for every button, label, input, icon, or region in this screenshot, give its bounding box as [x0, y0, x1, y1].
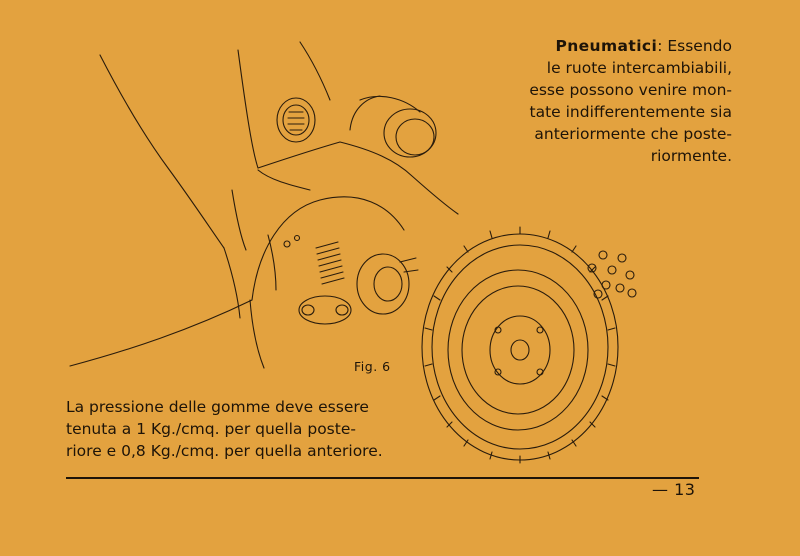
pressure-line-2: riore e 0,8 Kg./cmq. per quella anteriore. — [66, 442, 383, 460]
pressure-line-1: tenuta a 1 Kg./cmq. per quella poste- — [66, 420, 356, 438]
figure-label: Fig. 6 — [354, 359, 391, 374]
headlamp-drawing — [350, 96, 436, 157]
tyres-paragraph — [482, 35, 732, 167]
tyres-line-4: anteriormente che poste- — [534, 125, 732, 143]
horn-drawing — [277, 98, 315, 142]
scooter-body-drawing — [70, 42, 458, 368]
pressure-paragraph — [66, 396, 396, 462]
tyres-paragraph-first-line — [482, 35, 732, 57]
page-number: — 13 — [652, 480, 696, 499]
tyres-line-1: le ruote intercambiabili, — [546, 59, 732, 77]
tyres-line-5: riormente. — [650, 147, 732, 165]
footer-rule — [66, 477, 699, 479]
tyres-line-3: tate indifferentemente sia — [529, 103, 732, 121]
tyres-heading: Pneumatici — [555, 37, 658, 55]
tyres-line-2: esse possono venire mon- — [529, 81, 732, 99]
tyres-line-0: : Essendo — [657, 37, 732, 55]
spare-wheel-drawing — [422, 227, 618, 463]
pressure-line-0: La pressione delle gomme deve essere — [66, 398, 369, 416]
suspension-drawing — [284, 236, 418, 325]
